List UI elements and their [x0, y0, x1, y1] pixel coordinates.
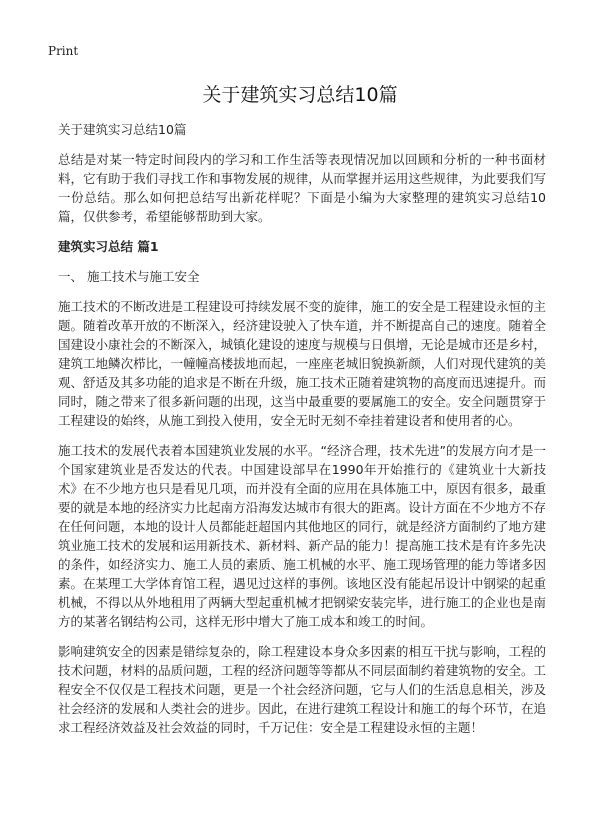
body-paragraph-3: 影响建筑安全的因素是错综复杂的，除工程建设本身众多因素的相互干扰与影响，工程的技术问题，材料的品质问题，工程的经济问题等等都从不同层面制约着建筑物的安全。工程安全不仅仅是工程技术问题，更是一个社会经济问题，它与人们的生活息息相关，涉及社会经济的发展和人类社会的进步。因此，在进行建筑工程设计和施工的每个环节，在追求工程经济效益及社会效益的同时，千万记住：安全是工程建设永恒的主题！	[58, 644, 546, 735]
intro-paragraph: 总结是对某一特定时间段内的学习和工作生活等表现情况加以回顾和分析的一种书面材料，它有助于我们寻找工作和事物发展的规律，从而掌握并运用这些规律，为此要我们写一份总结。那么如何把总结写出新花样呢？下面是小编为大家整理的建筑实习总结10篇，仅供参考，希望能够帮助到大家。	[58, 152, 546, 224]
document-body	[58, 120, 546, 748]
body-paragraph-2: 施工技术的发展代表着本国建筑业发展的水平。“经济合理，技术先进”的发展方向才是一个国家建筑业是否发达的代表。中国建设部早在1990年开始推行的《建筑业十大新技术》在不少地方也只是看见几项，而并没有全面的应用在具体施工中，原因有很多，最重要的就是本地的经济实力比起南方沿海发达城市有很大的距离。设计方面在不少地方不存在任何问题，本地的设计人员都能赶超国内其他地区的同行，就是经济方面制约了地方建筑业施工技术的发展和运用新技术、新材料、新产品的能力！提高施工技术是有许多先决的条件，如经济实力、施工人员的素质、施工机械的水平、施工现场管理的能力等诸多因素。在某理工大学体育馆工程，遇见过这样的事例。该地区没有能起吊设计中钢梁的起重机械，不得以从外地租用了两辆大型起重机械才把钢梁安装完毕，进行施工的企业也是南方的某著名钢结构公司，这样无形中增大了施工成本和竣工的时间。	[58, 443, 546, 629]
section-title: 建筑实习总结 篇1	[58, 239, 159, 254]
document-subtitle: 关于建筑实习总结10篇	[58, 122, 187, 137]
sub-heading: 一、 施工技术与施工安全	[58, 269, 200, 284]
body-paragraph-1: 施工技术的不断改进是工程建设可持续发展不变的旋律，施工的安全是工程建设永恒的主题。随着改革开放的不断深入，经济建设驶入了快车道，并不断提高自己的速度。随着全国建设小康社会的不断深入，城镇化建设的速度与规模与日俱增，无论是城市还是乡村，建筑工地鳞次栉比，一幢幢高楼拔地而起，一座座老城旧貌换新颜，人们对现代建筑的美观、舒适及其多功能的追求是不断在升级，施工技术正随着建筑物的高度而迅速提升。而同时，随之带来了很多新问题的出现，这当中最重要的要属施工的安全。安全问题贯穿于工程建设的始终，从施工到投入使用，安全无时无刻不牵挂着建设者和使用者的心。	[58, 299, 546, 428]
print-label[interactable]: Print	[48, 44, 79, 58]
document-title: 关于建筑实习总结10篇	[202, 84, 398, 106]
